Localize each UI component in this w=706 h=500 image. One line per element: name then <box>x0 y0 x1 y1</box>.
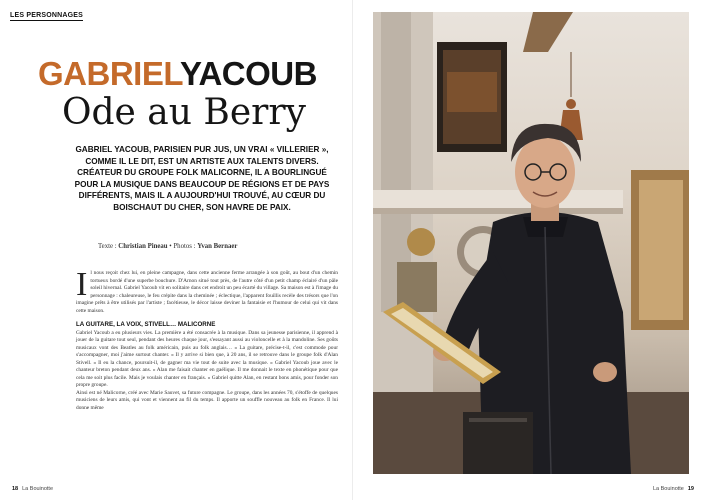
ceiling-beam <box>523 12 573 52</box>
text-credit-label: Texte : <box>98 243 117 250</box>
left-magazine-name: La Bouinotte <box>22 486 54 492</box>
body-subheading: LA GUITARE, LA VOIX, STIVELL… MALICORNE <box>76 321 216 328</box>
lead-paragraph: GABRIEL YACOUB, PARISIEN PUR JUS, UN VRAI « VILLERIER », COMME IL LE DIT, EST UN ARTISTE AUX TALENTS DIVERS. CRÉATEUR DU GROUPE FOLK MALICORNE, IL A BOURLINGUÉ POUR LA MUSIQUE DANS BEAUCOUP DE RÉGIONS ET DE PAYS DIFFÉRENTS, MAIS IL A AUJOURD'HUI TROUVÉ, AU CŒUR DU BOISCHAUT DU CHER, SON HAVRE DE PAIX. <box>74 145 330 212</box>
left-page-number: 18 <box>12 486 19 492</box>
right-page <box>353 0 706 500</box>
painting-detail <box>447 72 497 112</box>
man-right-hand <box>593 362 617 382</box>
mantel-shelf <box>373 190 623 208</box>
article-body <box>76 266 338 412</box>
author-name: Christian Pineau <box>118 243 168 250</box>
portrait-illustration <box>373 12 689 474</box>
drop-cap: I <box>76 266 88 303</box>
mantel-edge <box>373 208 623 214</box>
credits-line <box>98 243 237 250</box>
title-last-name: YACOUB <box>179 55 317 92</box>
section-label: LES PERSONNAGES <box>10 12 84 19</box>
body-paragraph-1: l nous reçoit chez lui, en pleine campagne, dans cette ancienne ferme arrangée à son goût, au bout d'un chemin tortueux bordé d'une superbe bouchure. D'Arnon situé tout près, de l'autre côté d'un petit champ éclairé d'un pâle soleil hivernal. Gabriel Yacoub vit en solitaire dans cet endroit un peu écarté du village. Sa maison est à l'image du personnage : chaleureuse, le feu crépite dans la cheminée ; éclectique, l'apparent fouillis recèle des trésors que l'on imagine prêts à être utilisés par l'artiste ; facétieuse, le décor laisse deviner la fantaisie et l'humour de celui qui vit dans cette maison. <box>76 270 338 314</box>
hanging-figure-head <box>566 99 576 109</box>
body-paragraph-2: Gabriel Yacoub a eu plusieurs vies. La première a été consacrée à la musique. Dans sa jeunesse parisienne, il apprend à jouer de la guitare tout seul, pendant des heures chaque jour, s'essayant aussi au violoncelle et à la mandoline. Ses goûts musicaux vont des Beatles au folk américain, puis au folk anglais… « La guitare, précise-t-il, c'est commode pour s'accompagner, moi j'aime surtout chanter. » Il y arrive si bien que, à 20 ans, il se retrouve dans le groupe folk d'Alan Stivell. « Il eu la chance, poursuit-il, de gagner ma vie tout de suite avec la musique. » Gabriel Yacoub joue avec le chanteur breton pendant deux ans. « Alan me faisait chanter en gaélique. Il me donnait le texte en phonétique pour que cela me soit plus facile. Mais je voulais chanter en français. » Gabriel quitte Alan, en restant bons amis, pour fonder son propre groupe. <box>76 329 338 388</box>
title-first-name: GABRIEL <box>38 55 180 92</box>
right-page-number: 19 <box>687 486 694 492</box>
body-paragraph-3: Ainsi est né Malicorne, créé avec Marie Sauvet, sa future compagne. Le groupe, dans les années 70, s'étoffe de quelques musiciens de leurs amis, qui vont et viennent au fil du temps. Il apporte un souffle nouveau au folk en France. Il lui donne même <box>76 389 338 411</box>
credit-separator: • <box>169 243 172 250</box>
portrait-photo <box>373 12 689 474</box>
article-subtitle: Ode au Berry <box>62 92 306 133</box>
right-footer <box>653 486 694 492</box>
stove-top <box>469 418 527 422</box>
photographer-name: Yvan Bernaer <box>197 243 238 250</box>
right-magazine-name: La Bouinotte <box>652 486 684 492</box>
brass-ornament <box>407 228 435 256</box>
cabinet-panel <box>639 180 683 320</box>
article-title <box>38 56 317 92</box>
photo-credit-label: Photos : <box>173 243 196 250</box>
left-footer <box>12 486 53 492</box>
